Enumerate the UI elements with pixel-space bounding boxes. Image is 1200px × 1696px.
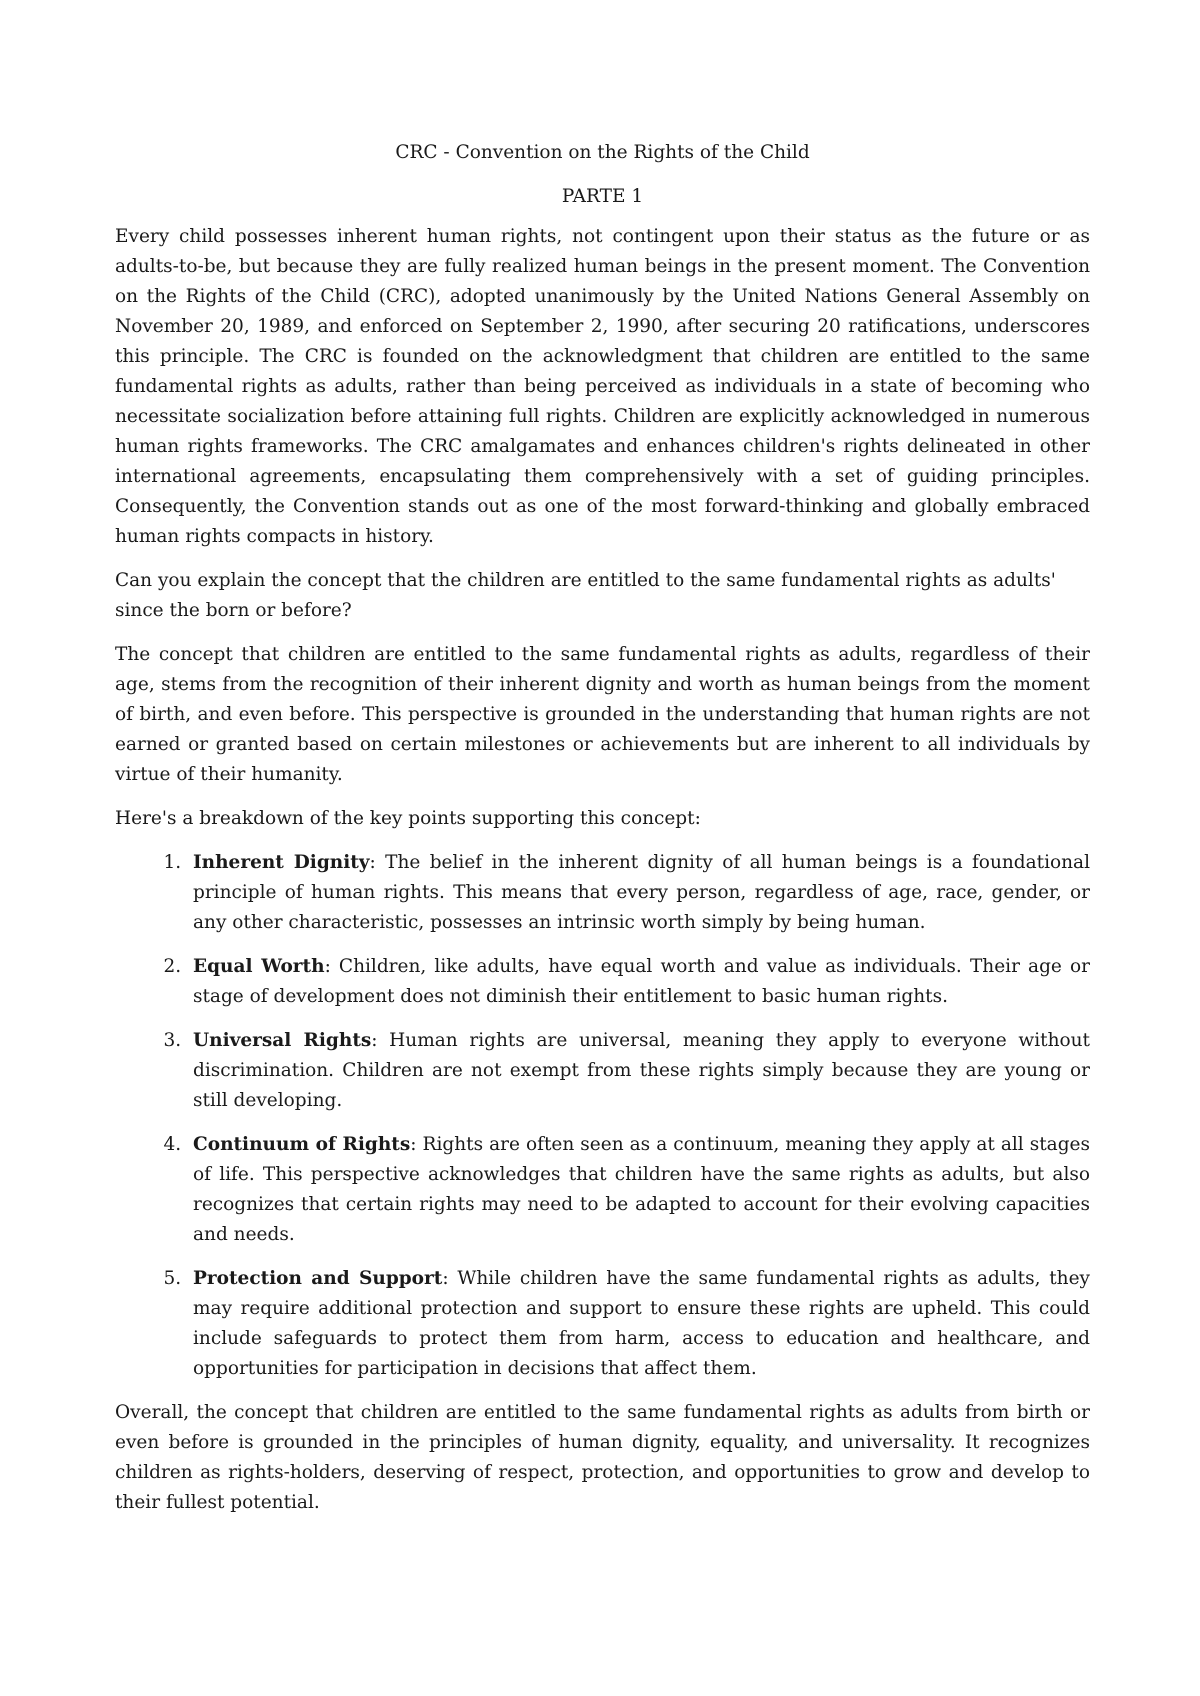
point-term: Inherent Dignity: [193, 852, 370, 873]
document-page: [115, 138, 1090, 1532]
point-text: : Rights are often seen as a continuum, meaning they apply at all stages of life. This perspective acknowledges that children have the same rights as adults, but also recognizes that certain rights may need to be adapted to account for their evolving capacities and needs.: [193, 1134, 1090, 1245]
breakdown-intro: Here's a breakdown of the key points supporting this concept:: [115, 808, 701, 829]
point-term: Universal Rights: [193, 1030, 372, 1051]
list-item: [187, 1264, 1090, 1384]
point-term: Protection and Support: [193, 1268, 443, 1289]
conclusion-paragraph: Overall, the concept that children are entitled to the same fundamental rights as adults from birth or even before is grounded in the principles of human dignity, equality, and universality. It recognizes children as rights-holders, deserving of respect, protection, and opportunities to grow and develop to their fullest potential.: [115, 1402, 1090, 1513]
document-subtitle: PARTE 1: [561, 186, 644, 207]
list-item: [187, 1130, 1090, 1250]
point-term: Continuum of Rights: [193, 1134, 411, 1155]
point-text: : Children, like adults, have equal worth and value as individuals. Their age or stage of development does not diminish their entitlement to basic human rights.: [193, 956, 1090, 1007]
point-text: : Human rights are universal, meaning they apply to everyone without discrimination. Children are not exempt from these rights simply because they are young or still developing.: [193, 1030, 1090, 1111]
document-title: CRC - Convention on the Rights of the Child: [395, 142, 810, 163]
answer-paragraph: The concept that children are entitled to the same fundamental rights as adults, regardless of their age, stems from the recognition of their inherent dignity and worth as human beings from the moment of birth, and even before. This perspective is grounded in the understanding that human rights are not earned or granted based on certain milestones or achievements but are inherent to all individuals by virtue of their humanity.: [115, 644, 1090, 785]
list-item: [187, 1026, 1090, 1116]
intro-paragraph: Every child possesses inherent human rights, not contingent upon their status as the future or as adults-to-be, but because they are fully realized human beings in the present moment. The Convention on the Rights of the Child (CRC), adopted unanimously by the United Nations General Assembly on November 20, 1989, and enforced on September 2, 1990, after securing 20 ratifications, underscores this principle. The CRC is founded on the acknowledgment that children are entitled to the same fundamental rights as adults, rather than being perceived as individuals in a state of becoming who necessitate socialization before attaining full rights. Children are explicitly acknowledged in numerous human rights frameworks. The CRC amalgamates and enhances children's rights delineated in other international agreements, encapsulating them comprehensively with a set of guiding principles. Consequently, the Convention stands out as one of the most forward-thinking and globally embraced human rights compacts in history.: [115, 226, 1090, 547]
point-text: : While children have the same fundamental rights as adults, they may require additional protection and support to ensure these rights are upheld. This could include safeguards to protect them from harm, access to education and healthcare, and opportunities for participation in decisions that affect them.: [193, 1268, 1090, 1379]
point-text: : The belief in the inherent dignity of all human beings is a foundational principle of human rights. This means that every person, regardless of age, race, gender, or any other characteristic, possesses an intrinsic worth simply by being human.: [193, 852, 1091, 933]
question-paragraph: Can you explain the concept that the children are entitled to the same fundamental rights as adults' since the born or before?: [115, 570, 1056, 621]
key-points-list: [115, 848, 1090, 1384]
list-item: [187, 848, 1090, 938]
list-item: [187, 952, 1090, 1012]
point-term: Equal Worth: [193, 956, 325, 977]
